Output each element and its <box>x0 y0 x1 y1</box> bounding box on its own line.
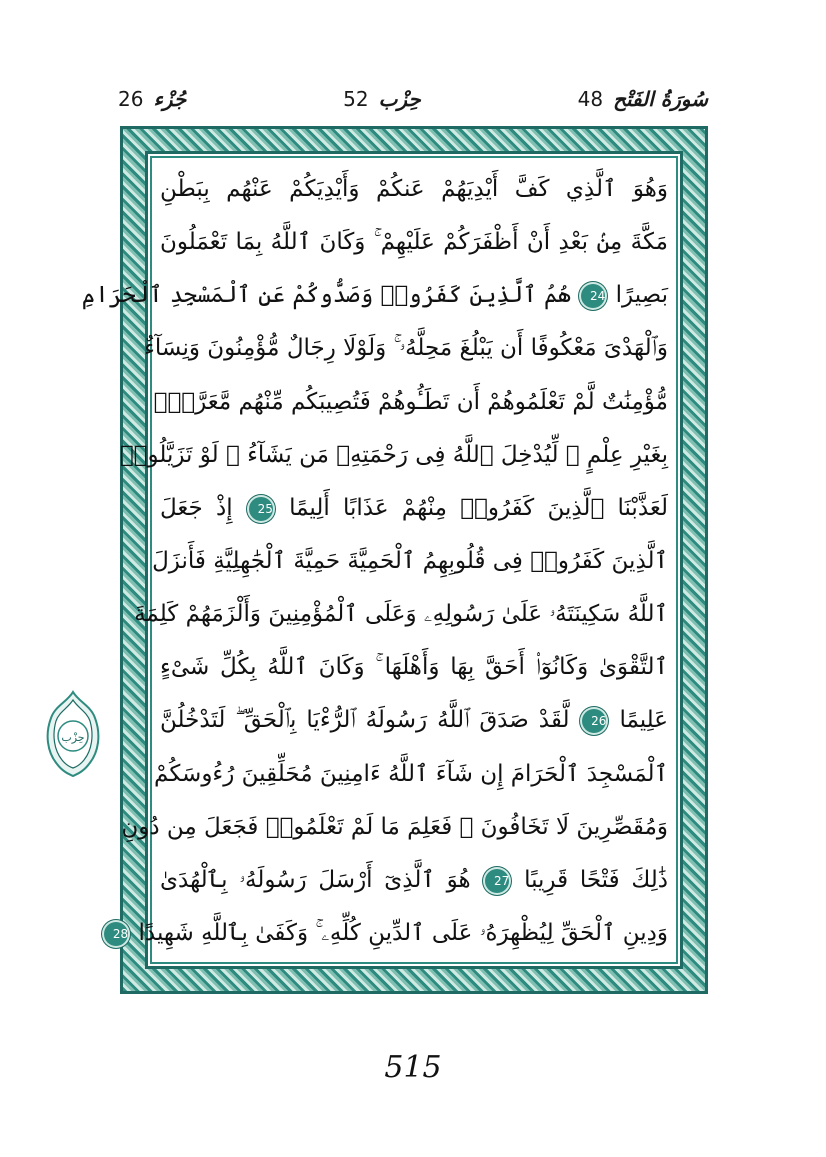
hizb-number: 52 <box>343 87 369 111</box>
verse-text: بِغَيْرِ عِلْمٍ ۖ لِّيُدْخِلَ ٱللَّهُ فِى رَحْمَتِهِۦ مَن يَشَآءُ ۚ لَوْ تَزَيَّلُوا۟ <box>119 441 668 468</box>
verse-line <box>154 749 668 799</box>
hizb-ornament-icon <box>45 690 101 778</box>
ayah-number-marker: 25 <box>249 497 273 521</box>
page-header <box>118 82 708 116</box>
verse-line <box>160 483 668 533</box>
verse-line <box>144 323 668 373</box>
verse-line <box>119 430 668 480</box>
verse-line <box>160 695 668 745</box>
verse-text: هُوَ ٱلَّذِىٓ أَرْسَلَ رَسُولَهُۥ بِٱلْهُدَىٰ <box>160 866 471 893</box>
verse-text: وَهُوَ ٱلَّذِي كَفَّ أَيْدِيَهُمْ عَنكُمْ وَأَيْدِيَكُمْ عَنْهُم بِبَطْنِ <box>160 176 668 202</box>
verse-text: ٱلتَّقْوَىٰ وَكَانُوٓا۟ أَحَقَّ بِهَا وَأَهْلَهَا ۚ وَكَانَ ٱللَّهُ بِكُلِّ شَىْءٍ <box>160 654 668 681</box>
ayah-number-marker: 27 <box>485 869 509 893</box>
surah-name: سُورَةُ الفَتْح <box>613 87 708 111</box>
ayah-number-marker: 26 <box>582 709 606 733</box>
hizb-indicator <box>343 87 421 111</box>
verse-line <box>134 589 668 639</box>
verse-line <box>152 536 668 586</box>
verse-line <box>81 270 668 320</box>
verse-text: ٱللَّهُ سَكِينَتَهُۥ عَلَىٰ رَسُولِهِۦ وَعَلَى ٱلْمُؤْمِنِينَ وَأَلْزَمَهُمْ كَلِمَةَ <box>134 601 668 628</box>
page-number: 515 <box>384 1050 442 1085</box>
verse-text: ذَٰلِكَ فَتْحًا قَرِيبًا <box>524 866 668 893</box>
verse-text: هُمُ ٱلَّذِينَ كَفَرُوا۟ وَصَدُّوكُمْ عَنِ ٱلْمَسْجِدِ ٱلْحَرَامِ <box>81 282 571 309</box>
ayah-number-marker: 28 <box>104 922 128 946</box>
verse-lines <box>81 164 669 958</box>
verse-text: عَلِيمًا <box>619 707 669 734</box>
verse-text: ٱلَّذِينَ كَفَرُوا۟ فِى قُلُوبِهِمُ ٱلْحَمِيَّةَ حَمِيَّةَ ٱلْجَٰهِلِيَّةِ فَأَنزَلَ <box>152 547 668 574</box>
verse-line <box>112 908 668 958</box>
juz-number: 26 <box>118 87 144 111</box>
text-panel <box>81 151 683 969</box>
verse-text: مَكَّةَ مِنۢ بَعْدِ أَنْ أَظْفَرَكُمْ عَلَيْهِمْ ۚ وَكَانَ ٱللَّهُ بِمَا تَعْمَلُونَ <box>160 229 668 256</box>
verse-text: مُّؤْمِنَٰتٌ لَّمْ تَعْلَمُوهُمْ أَن تَطَـُٔوهُمْ فَتُصِيبَكُم مِّنْهُم مَّعَرَّةٌۢ <box>153 388 668 415</box>
verse-text: وَمُقَصِّرِينَ لَا تَخَافُونَ ۖ فَعَلِمَ مَا لَمْ تَعْلَمُوا۟ فَجَعَلَ مِن دُونِ <box>121 813 668 840</box>
verse-text: وَدِينِ ٱلْحَقِّ لِيُظْهِرَهُۥ عَلَى ٱلدِّينِ كُلِّهِۦ ۚ وَكَفَىٰ بِٱللَّهِ شَهِيدًا <box>138 919 668 946</box>
verse-text: وَٱلْهَدْىَ مَعْكُوفًا أَن يَبْلُغَ مَحِلَّهُۥ ۚ وَلَوْلَا رِجَالٌ مُّؤْمِنُونَ وَنِسَآءٌ <box>144 335 668 362</box>
verse-text: لَعَذَّبْنَا ٱلَّذِينَ كَفَرُوا۟ مِنْهُمْ عَذَابًا أَلِيمًا <box>289 494 669 521</box>
ornamental-frame <box>81 126 708 994</box>
verse-line <box>160 855 668 905</box>
juz-indicator <box>118 87 186 111</box>
verse-line <box>160 217 668 267</box>
juz-label: جُزْء <box>153 87 187 111</box>
verse-line <box>160 164 668 214</box>
surah-number: 48 <box>577 87 604 111</box>
verse-text: لَّقَدْ صَدَقَ ٱللَّهُ رَسُولَهُ ٱلرُّءْيَا بِٱلْحَقِّ ۖ لَتَدْخُلُنَّ <box>160 707 570 734</box>
hizb-ornament-label: حِزْب <box>61 731 85 744</box>
verse-line <box>160 642 668 692</box>
verse-text: بَصِيرًا <box>615 282 668 309</box>
ayah-number-marker: 24 <box>581 284 605 308</box>
hizb-label: حِزْب <box>378 87 421 111</box>
verse-text: إِذْ جَعَلَ <box>160 494 233 521</box>
verse-text: ٱلْمَسْجِدَ ٱلْحَرَامَ إِن شَآءَ ٱللَّهُ ءَامِنِينَ مُحَلِّقِينَ رُءُوسَكُمْ <box>154 760 668 787</box>
verse-line <box>121 802 668 852</box>
surah-indicator <box>578 87 708 111</box>
verse-line <box>153 377 668 427</box>
